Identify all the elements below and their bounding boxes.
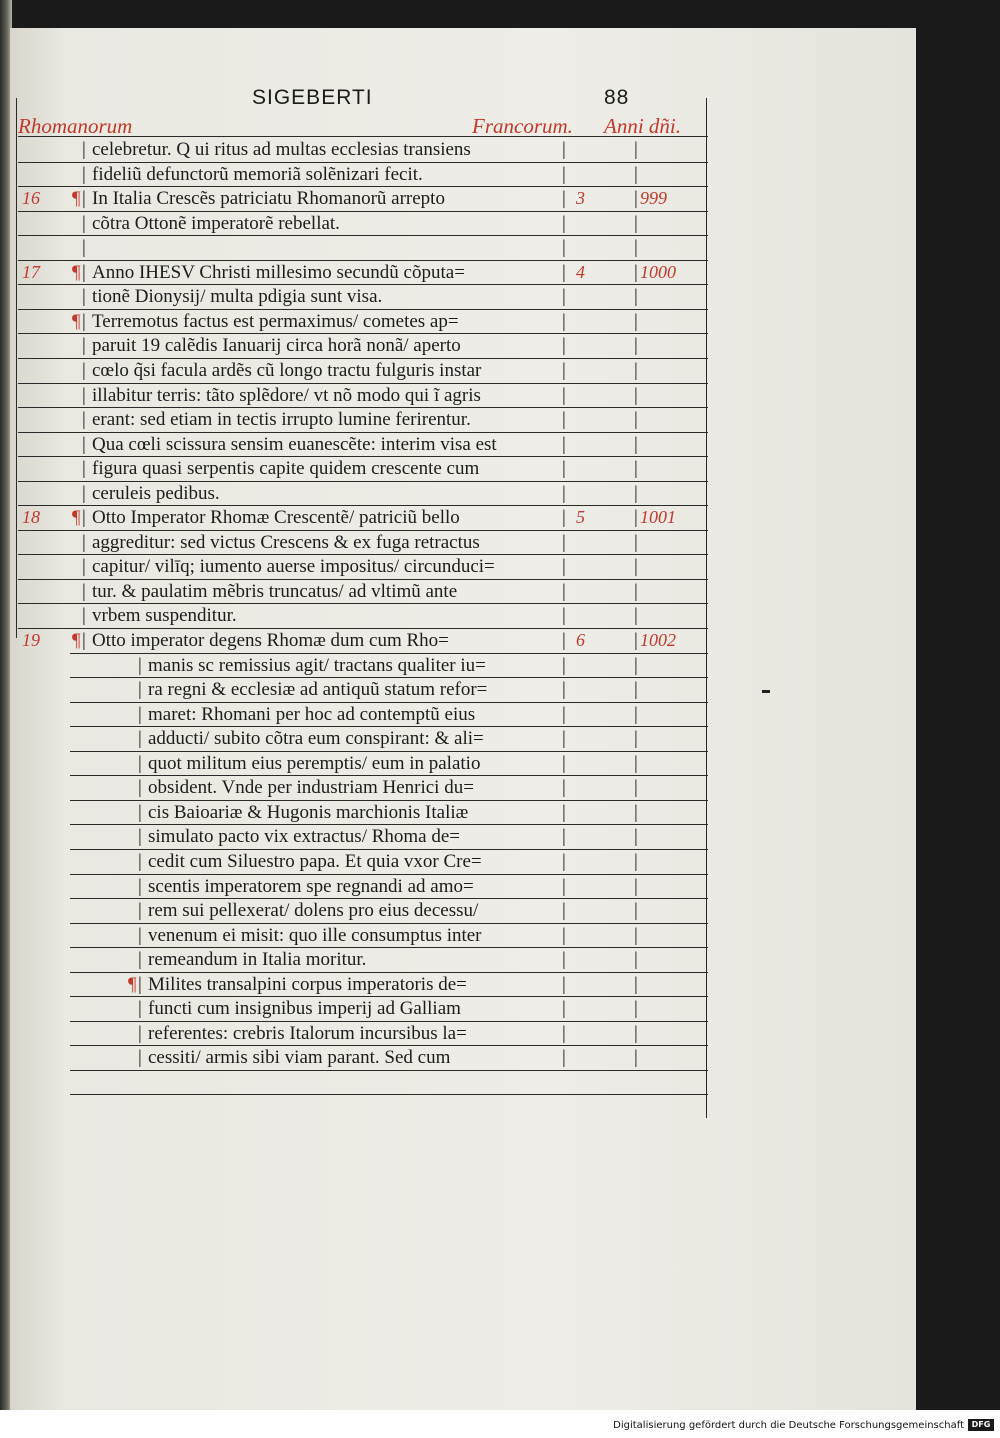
column-bar: | xyxy=(634,630,638,651)
column-bar: | xyxy=(634,433,638,455)
column-bar: | xyxy=(562,433,566,455)
text-line: functi cum insignibus imperij ad Galliam xyxy=(148,998,461,1020)
paragraph-mark: ¶ xyxy=(72,261,81,283)
column-bar: | xyxy=(138,654,142,676)
frankish-regnal-number: 4 xyxy=(576,261,585,282)
row-rule xyxy=(70,874,708,875)
text-line: obsident. Vnde per industriam Henrici du= xyxy=(148,777,474,799)
column-bar: | xyxy=(138,900,142,922)
column-bar: | xyxy=(634,188,638,210)
text-line: cis Baioariæ & Hugonis marchionis Italiæ xyxy=(148,801,469,823)
column-bar: | xyxy=(138,1047,142,1069)
column-bar: | xyxy=(634,949,638,971)
column-bar: | xyxy=(82,286,86,308)
text-line: fideliũ defunctorũ memoriã solẽnizari fecit. xyxy=(92,163,423,185)
column-bar: | xyxy=(138,973,142,995)
row-rule xyxy=(70,775,708,776)
anno-domini-year: 999 xyxy=(640,188,667,209)
column-bar: | xyxy=(634,212,638,234)
paragraph-mark: ¶ xyxy=(72,507,81,529)
column-bar: | xyxy=(634,310,638,332)
text-line: quot militum eius peremptis/ eum in palatio xyxy=(148,752,481,774)
column-bar: | xyxy=(562,359,566,381)
column-bar: | xyxy=(634,654,638,676)
column-bar: | xyxy=(634,237,638,259)
text-line: Qua cœli scissura sensim euanescẽte: interim visa est xyxy=(92,433,497,455)
column-bar: | xyxy=(634,335,638,357)
column-bar: | xyxy=(562,826,566,848)
column-bar: | xyxy=(562,237,566,259)
row-rule xyxy=(18,530,708,531)
column-bar: | xyxy=(82,261,86,283)
row-rule xyxy=(70,726,708,727)
text-line: adducti/ subito cõtra eum conspirant: & ali= xyxy=(148,728,484,750)
text-line: vrbem suspenditur. xyxy=(92,605,237,627)
column-bar: | xyxy=(634,359,638,381)
row-rule xyxy=(70,996,708,997)
column-bar: | xyxy=(562,875,566,897)
row-rule xyxy=(18,358,708,359)
paragraph-mark: ¶ xyxy=(72,630,81,651)
column-bar: | xyxy=(562,556,566,578)
column-bar: | xyxy=(82,310,86,332)
row-rule xyxy=(18,284,708,285)
row-rule xyxy=(18,603,708,604)
text-line: erant: sed etiam in tectis irrupto lumine ferirentur. xyxy=(92,409,471,431)
column-bar: | xyxy=(562,924,566,946)
frankish-regnal-number: 6 xyxy=(576,630,585,650)
column-bar: | xyxy=(562,605,566,627)
row-rule xyxy=(70,653,708,654)
column-bar: | xyxy=(138,998,142,1020)
column-bar: | xyxy=(562,900,566,922)
column-bar: | xyxy=(82,237,86,259)
column-bar: | xyxy=(634,580,638,602)
anno-domini-year: 1002 xyxy=(640,630,676,650)
column-bar: | xyxy=(634,163,638,185)
column-bar: | xyxy=(138,801,142,823)
column-bar: | xyxy=(634,850,638,872)
column-header-rhomanorum: Rhomanorum xyxy=(18,114,133,138)
roman-regnal-number: 16 xyxy=(22,188,40,209)
column-bar: | xyxy=(562,654,566,676)
column-bar: | xyxy=(562,949,566,971)
column-bar: | xyxy=(634,998,638,1020)
column-bar: | xyxy=(82,630,86,651)
column-bar: | xyxy=(634,973,638,995)
column-bar: | xyxy=(82,507,86,529)
column-header-francorum: Francorum. xyxy=(472,114,573,138)
row-rule xyxy=(18,579,708,580)
column-bar: | xyxy=(562,531,566,553)
column-bar: | xyxy=(562,163,566,185)
column-bar: | xyxy=(82,409,86,431)
text-line: cessiti/ armis sibi viam parant. Sed cum xyxy=(148,1047,451,1069)
text-line: maret: Rhomani per hoc ad contemptũ eius xyxy=(148,703,476,725)
column-bar: | xyxy=(138,924,142,946)
row-rule xyxy=(70,1070,708,1071)
row-rule xyxy=(70,898,708,899)
digitization-credit: Digitalisierung gefördert durch die Deutsche Forschungsgemeinschaft xyxy=(613,1420,964,1431)
ink-speck xyxy=(762,690,770,693)
text-line: cõtra Ottonẽ imperatorẽ rebellat. xyxy=(92,212,340,234)
column-bar: | xyxy=(634,458,638,480)
row-rule xyxy=(70,677,708,678)
column-bar: | xyxy=(562,580,566,602)
anno-domini-year: 1000 xyxy=(640,261,676,282)
row-rule xyxy=(70,824,708,825)
column-bar: | xyxy=(138,850,142,872)
text-line: remeandum in Italia moritur. xyxy=(148,949,367,971)
column-bar: | xyxy=(82,458,86,480)
text-line: manis sc remissius agit/ tractans qualiter iu= xyxy=(148,654,486,676)
row-rule xyxy=(70,972,708,973)
row-rule xyxy=(70,800,708,801)
column-bar: | xyxy=(82,556,86,578)
roman-regnal-number: 17 xyxy=(22,261,40,282)
column-bar: | xyxy=(634,139,638,160)
column-bar: | xyxy=(634,1047,638,1069)
column-bar: | xyxy=(562,752,566,774)
column-bar: | xyxy=(634,900,638,922)
row-rule xyxy=(18,383,708,384)
column-bar: | xyxy=(562,630,566,651)
row-rule xyxy=(18,554,708,555)
text-line: ceruleis pedibus. xyxy=(92,482,220,504)
row-rule xyxy=(18,211,708,212)
row-rule xyxy=(70,923,708,924)
text-line: rem sui pellexerat/ dolens pro eius decessu/ xyxy=(148,900,479,922)
column-bar: | xyxy=(562,1022,566,1044)
row-rule xyxy=(18,309,708,310)
text-line: Otto Imperator Rhomæ Crescentẽ/ patriciũ bello xyxy=(92,507,460,529)
column-header-anni: Anni dñi. xyxy=(604,114,681,138)
frankish-regnal-number: 3 xyxy=(576,188,585,209)
row-rule xyxy=(18,333,708,334)
row-rule xyxy=(18,505,708,506)
paragraph-mark: ¶ xyxy=(72,310,81,332)
row-rule xyxy=(70,849,708,850)
frame-right-rule xyxy=(706,98,707,1118)
column-bar: | xyxy=(138,679,142,701)
column-bar: | xyxy=(82,531,86,553)
column-bar: | xyxy=(138,826,142,848)
column-bar: | xyxy=(562,728,566,750)
text-line: cœlo q̃si facula ardẽs cũ longo tractu fulguris instar xyxy=(92,359,482,381)
column-bar: | xyxy=(562,703,566,725)
column-bar: | xyxy=(562,1047,566,1069)
row-rule xyxy=(70,1045,708,1046)
text-line: Milites transalpini corpus imperatoris de= xyxy=(148,973,467,995)
text-line: aggreditur: sed victus Crescens & ex fuga retractus xyxy=(92,531,480,553)
column-bar: | xyxy=(634,286,638,308)
column-bar: | xyxy=(82,482,86,504)
paragraph-mark: ¶ xyxy=(128,973,137,995)
column-bar: | xyxy=(634,482,638,504)
column-bar: | xyxy=(634,679,638,701)
column-bar: | xyxy=(562,409,566,431)
text-line: figura quasi serpentis capite quidem crescente cum xyxy=(92,458,480,480)
column-bar: | xyxy=(138,1022,142,1044)
column-bar: | xyxy=(138,703,142,725)
column-bar: | xyxy=(562,139,566,160)
column-bar: | xyxy=(562,458,566,480)
column-bar: | xyxy=(562,335,566,357)
column-bar: | xyxy=(634,409,638,431)
column-bar: | xyxy=(634,384,638,406)
text-line: simulato pacto vix extractus/ Rhoma de= xyxy=(148,826,461,848)
text-line: scentis imperatorem spe regnandi ad amo= xyxy=(148,875,474,897)
column-bar: | xyxy=(634,507,638,529)
column-bar: | xyxy=(634,531,638,553)
row-rule xyxy=(18,235,708,236)
column-bar: | xyxy=(138,949,142,971)
frame-left-rule xyxy=(16,98,17,638)
column-bar: | xyxy=(82,335,86,357)
row-rule xyxy=(70,1021,708,1022)
row-rule xyxy=(18,456,708,457)
text-line: cedit cum Siluestro papa. Et quia vxor Cre= xyxy=(148,850,482,872)
anno-domini-year: 1001 xyxy=(640,507,676,528)
text-line: ra regni & ecclesiæ ad antiquũ statum refor= xyxy=(148,679,488,701)
column-bar: | xyxy=(562,973,566,995)
column-bar: | xyxy=(634,875,638,897)
column-bar: | xyxy=(82,605,86,627)
row-rule xyxy=(18,186,708,187)
column-bar: | xyxy=(82,580,86,602)
column-bar: | xyxy=(562,850,566,872)
folio-number: 88 xyxy=(604,86,630,109)
row-rule xyxy=(18,407,708,408)
column-bar: | xyxy=(562,777,566,799)
paragraph-mark: ¶ xyxy=(72,188,81,210)
text-line: Otto imperator degens Rhomæ dum cum Rho= xyxy=(92,630,449,651)
column-bar: | xyxy=(82,163,86,185)
frankish-regnal-number: 5 xyxy=(576,507,585,528)
row-rule xyxy=(18,260,708,261)
text-line: In Italia Crescẽs patriciatu Rhomanorũ arrepto xyxy=(92,188,445,210)
column-bar: | xyxy=(82,384,86,406)
text-line: paruit 19 calẽdis Ianuarij circa horã nonã/ aperto xyxy=(92,335,461,357)
column-bar: | xyxy=(138,777,142,799)
column-bar: | xyxy=(562,212,566,234)
text-line: Terremotus factus est permaximus/ cometes ap= xyxy=(92,310,459,332)
row-rule xyxy=(70,702,708,703)
column-bar: | xyxy=(562,998,566,1020)
row-rule xyxy=(18,481,708,482)
column-bar: | xyxy=(82,139,86,160)
column-bar: | xyxy=(82,359,86,381)
column-bar: | xyxy=(634,261,638,283)
column-bar: | xyxy=(562,188,566,210)
column-bar: | xyxy=(562,801,566,823)
column-bar: | xyxy=(138,752,142,774)
column-bar: | xyxy=(562,507,566,529)
column-bar: | xyxy=(634,801,638,823)
column-bar: | xyxy=(634,556,638,578)
dfg-logo: DFG xyxy=(968,1419,994,1431)
row-rule xyxy=(18,432,708,433)
column-bar: | xyxy=(634,752,638,774)
column-bar: | xyxy=(562,286,566,308)
column-bar: | xyxy=(634,1022,638,1044)
row-rule xyxy=(18,628,708,629)
column-bar: | xyxy=(138,728,142,750)
column-bar: | xyxy=(634,728,638,750)
column-bar: | xyxy=(82,188,86,210)
header-rule xyxy=(18,136,708,137)
text-line: illabitur terris: tãto splẽdore/ vt nõ modo qui ĩ agris xyxy=(92,384,481,406)
text-line: referentes: crebris Italorum incursibus la= xyxy=(148,1022,467,1044)
column-bar: | xyxy=(562,261,566,283)
column-bar: | xyxy=(562,679,566,701)
text-line: venenum ei misit: quo ille consumptus inter xyxy=(148,924,482,946)
roman-regnal-number: 18 xyxy=(22,507,40,528)
column-bar: | xyxy=(82,433,86,455)
column-bar: | xyxy=(138,875,142,897)
row-rule xyxy=(18,162,708,163)
row-rule xyxy=(70,1094,708,1095)
column-bar: | xyxy=(634,703,638,725)
text-line: capitur/ vilīq; iumento auerse impositus/ circunduci= xyxy=(92,556,495,578)
text-line: tur. & paulatim mẽbris truncatus/ ad vltimũ ante xyxy=(92,580,458,602)
text-line: celebretur. Q ui ritus ad multas ecclesias transiens xyxy=(92,139,471,160)
column-bar: | xyxy=(634,605,638,627)
column-bar: | xyxy=(562,482,566,504)
running-title: SIGEBERTI xyxy=(252,86,373,109)
column-bar: | xyxy=(562,310,566,332)
column-bar: | xyxy=(82,212,86,234)
column-bar: | xyxy=(634,777,638,799)
column-bar: | xyxy=(562,384,566,406)
column-bar: | xyxy=(634,826,638,848)
roman-regnal-number: 19 xyxy=(22,630,40,650)
row-rule xyxy=(70,947,708,948)
text-line: Anno IHESV Christi millesimo secundũ cõputa= xyxy=(92,261,465,283)
text-line: tionẽ Dionysij/ multa pdigia sunt visa. xyxy=(92,286,383,308)
column-bar: | xyxy=(634,924,638,946)
row-rule xyxy=(70,751,708,752)
